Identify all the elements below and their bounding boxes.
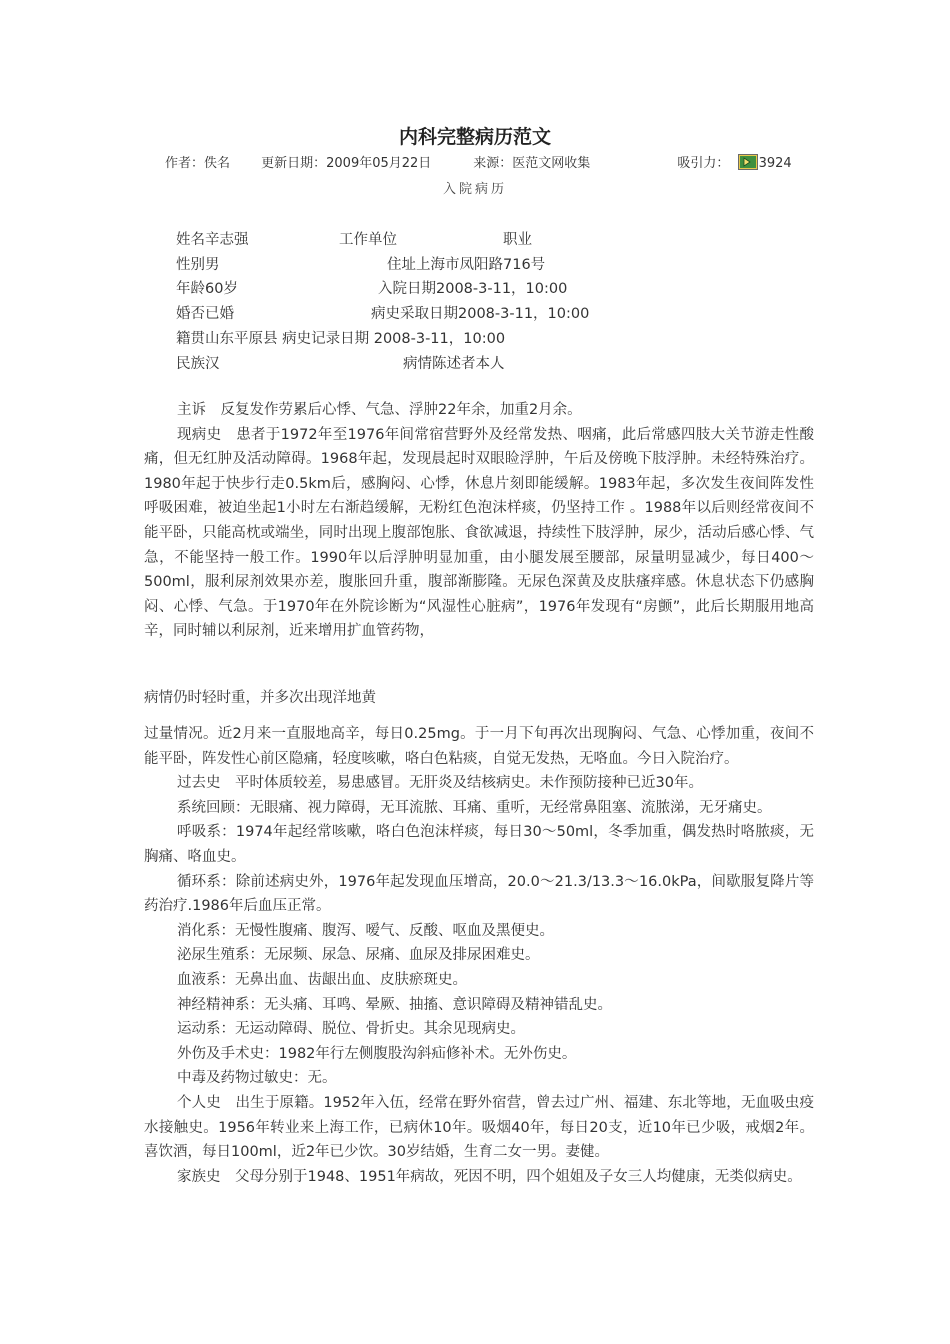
patient-ethnicity: 民族汉 (176, 356, 220, 372)
admission-date: 入院日期2008-3-11，10:00 (378, 281, 568, 297)
history-break-line (144, 686, 814, 711)
present-illness-cont: 过量情况。近2月来一直服地高辛，每日0.25mg。于一月下旬再次出现胸闷、气急、心悸加重，夜间不能平卧，阵发性心前区隐痛，轻度咳嗽，咯白色粘痰，自觉无发热，无咯血。今日入院治疗。 (144, 726, 814, 767)
patient-address: 住址上海市凤阳路716号 (387, 257, 546, 273)
work-unit-label: 工作单位 (339, 232, 397, 248)
info-row-origin (176, 327, 505, 348)
history-part-1 (144, 398, 814, 644)
patient-name: 姓名辛志强 (176, 232, 249, 248)
history-informant: 病情陈述者本人 (403, 356, 505, 372)
info-row-ethnicity (176, 352, 505, 373)
digestive-system: 消化系：无慢性腹痛、腹泻、嗳气、反酸、呕血及黑便史。 (177, 922, 554, 939)
source-text: 来源：医范文网收集 (473, 156, 591, 171)
info-row-sex (176, 253, 546, 274)
past-history: 过去史 平时体质较差，易患感冒。无肝炎及结核病史。未作预防接种已近30年。 (177, 775, 703, 792)
respiratory-system: 呼吸系：1974年起经常咳嗽，咯白色泡沫样痰，每日30～50ml，冬季加重，偶发热时咯脓痰，无胸痛、咯血史。 (144, 824, 814, 865)
article-meta (165, 152, 792, 171)
marital-status: 婚否已婚 (176, 306, 234, 322)
origin-and-record-date: 籍贯山东平原县 病史记录日期 2008-3-11，10:00 (176, 331, 506, 347)
author-text: 作者：佚名 (165, 156, 231, 171)
popularity (677, 152, 791, 171)
trauma-surgery-history: 外伤及手术史：1982年行左侧腹股沟斜疝修补术。无外伤史。 (177, 1045, 577, 1062)
circulatory-system: 循环系：除前述病史外，1976年起发现血压增高，20.0～21.3/13.3～16.0kPa，间歇服复降片等药治疗.1986年后血压正常。 (144, 873, 814, 915)
info-row-name (176, 228, 532, 249)
present-illness: 现病史 患者于1972年至1976年间常宿营野外及经常发热、咽痛，此后常感四肢大关节游走性酸痛，但无红肿及活动障碍。1968年起，发现晨起时双眼睑浮肿，午后及傍晚下肢浮肿。未经特殊治疗。1980年起于快步行走0.5km后，感胸闷、心悸，休息片刻即能缓解。1983年起，多次发生夜间阵发性呼吸困难，被迫坐起1小时左右渐趋缓解，无粉红色泡沫样痰，仍坚持工作 。1988年以后则经常夜间不能平卧，只能高枕或端坐，同时出现上腹部饱胀、食欲减退，持续性下肢浮肿，尿少，活动后感心悸、气急，不能坚持一般工作。1990年以后浮肿明显加重，由小腿发展至腰部，尿量明显减少，每日400～500ml，服利尿剂效果亦差，腹胀回升重，腹部渐膨隆。无尿色深黄及皮肤瘙痒感。休息状态下仍感胸闷、心悸、气急。于1970年在外院诊断为“风湿性心脏病”，1976年发现有“房颤”，此后长期服用地高辛，同时辅以利尿剂，近来增用扩血管药物， (144, 426, 814, 640)
present-illness-break: 病情仍时轻时重，并多次出现洋地黄 (144, 690, 376, 706)
family-history: 家族史 父母分别于1948、1951年病故，死因不明，四个姐姐及子女三人均健康，无类似病史。 (177, 1168, 802, 1185)
occupation-label: 职业 (503, 232, 532, 248)
update-date-text: 更新日期：2009年05月22日 (261, 156, 432, 171)
popularity-value: 3924 (758, 156, 792, 171)
history-taken-date: 病史采取日期2008-3-11，10:00 (371, 306, 590, 322)
blood-system: 血液系：无鼻出血、齿龈出血、皮肤瘀斑史。 (177, 971, 467, 988)
popularity-label: 吸引力： (677, 156, 730, 171)
section-subtitle: 入院病历 (442, 182, 507, 197)
allergy-history: 中毒及药物过敏史：无。 (177, 1070, 337, 1087)
system-review: 系统回顾：无眼痛、视力障碍，无耳流脓、耳痛、重听，无经常鼻阻塞、流脓涕，无牙痛史。 (177, 799, 772, 816)
document-title: 内科完整病历范文 (398, 126, 551, 148)
motor-system: 运动系：无运动障碍、脱位、骨折史。其余见现病史。 (177, 1021, 525, 1038)
info-row-marital (176, 302, 590, 323)
chief-complaint: 主诉 反复发作劳累后心悸、气急、浮肿22年余，加重2月余。 (177, 402, 582, 418)
popularity-icon (738, 154, 758, 170)
patient-sex: 性别男 (176, 257, 220, 273)
info-row-age (176, 277, 568, 298)
neuro-system: 神经精神系：无头痛、耳鸣、晕厥、抽搐、意识障碍及精神错乱史。 (177, 996, 612, 1013)
patient-age: 年龄60岁 (176, 281, 238, 297)
urogenital-system: 泌尿生殖系：无尿频、尿急、尿痛、血尿及排尿困难史。 (177, 947, 540, 964)
personal-history: 个人史 出生于原籍。1952年入伍，经常在野外宿营，曾去过广州、福建、东北等地，无血吸虫疫水接触史。1956年转业来上海工作，已病休10年。吸烟40年，每日20支，近10年已少吸，戒烟2年。喜饮酒，每日100ml，近2年已少饮。30岁结婚，生育二女一男。妻健。 (144, 1094, 814, 1161)
history-part-2 (144, 722, 814, 1189)
